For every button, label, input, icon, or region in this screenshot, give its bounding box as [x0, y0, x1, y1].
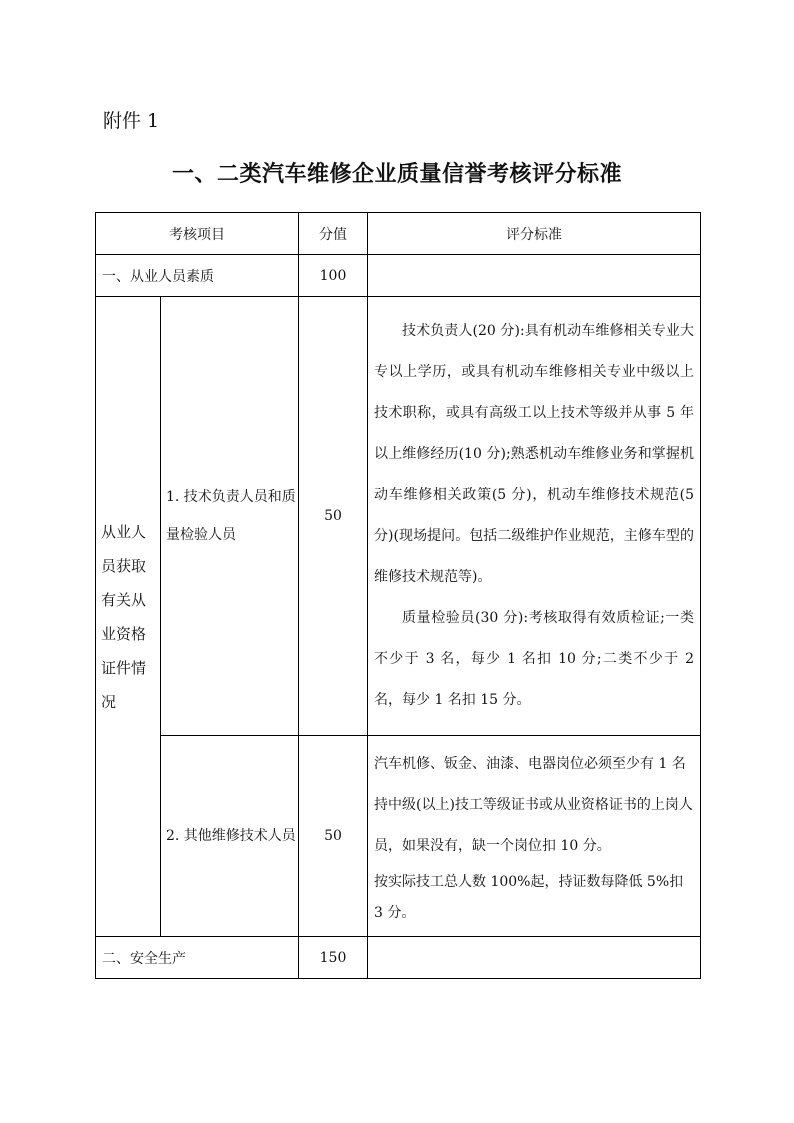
category-cell — [96, 297, 161, 937]
criteria-paragraph: 质量检验员(30 分):考核取得有效质检证;一类不少于 3 名，每少 1 名扣 10 分;二类不少于 2 名，每少 1 名扣 15 分。 — [374, 610, 694, 708]
category-line: 业资格 — [101, 624, 147, 643]
section-score: 100 — [299, 255, 368, 297]
table-row — [96, 255, 701, 297]
criteria-paragraph: 按实际技工总人数 100%起，持证数每降低 5%扣 3 分。 — [374, 873, 684, 921]
section-name: 二、安全生产 — [96, 937, 299, 979]
criteria-paragraph: 技术负责人(20 分):具有机动车维修相关专业大专以上学历，或具有机动车维修相关专业中级以上技术职称，或具有高级工以上技术等级并从事 5 年以上维修经历(10 分);熟悉机动车维修业务和掌握机动车维修相关政策(5 分)，机动车维修技术规范(5 分)(现场提问。包括二级维护作业规范，主修车型的维修技术规范等)。 — [374, 323, 694, 585]
item-criteria — [368, 297, 701, 736]
category-line: 证件情 — [101, 658, 147, 677]
header-score: 分值 — [299, 213, 368, 255]
category-line: 有关从 — [101, 590, 147, 609]
item-name: 2. 其他维修技术人员 — [161, 736, 299, 937]
item-score: 50 — [299, 736, 368, 937]
table-row — [96, 736, 701, 937]
page-title: 一、二类汽车维修企业质量信誉考核评分标准 — [171, 161, 622, 187]
header-criteria: 评分标准 — [368, 213, 701, 255]
criteria-paragraph: 汽车机修、钣金、油漆、电器岗位必须至少有 1 名持中级(以上)技工等级证书或从业资格证书的上岗人员，如果没有，缺一个岗位扣 10 分。 — [374, 755, 693, 854]
category-line: 从业人 — [101, 522, 147, 541]
scoring-table — [95, 212, 701, 979]
item-score: 50 — [299, 297, 368, 736]
section-name: 一、从业人员素质 — [96, 255, 299, 297]
section-score: 150 — [299, 937, 368, 979]
item-name: 1. 技术负责人员和质量检验人员 — [161, 297, 299, 736]
attachment-label: 附件 1 — [103, 110, 160, 132]
table-row — [96, 937, 701, 979]
section-criteria — [368, 255, 701, 297]
table-row — [96, 297, 701, 736]
category-line: 况 — [101, 692, 117, 711]
table-header-row — [96, 213, 701, 255]
header-item: 考核项目 — [96, 213, 299, 255]
section-criteria — [368, 937, 701, 979]
item-criteria — [368, 736, 701, 937]
category-line: 员获取 — [101, 556, 147, 575]
